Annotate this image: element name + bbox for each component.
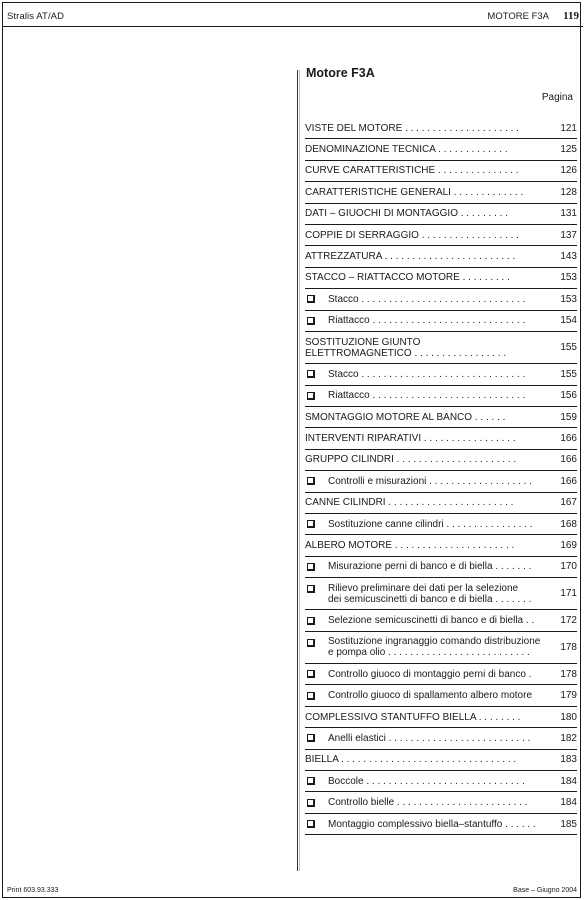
checkbox-bullet-icon: [307, 692, 315, 700]
toc-row[interactable]: [305, 225, 577, 246]
toc-entry-page: 153: [560, 272, 577, 284]
toc-entry-text: CARATTERISTICHE GENERALI . . . . . . . . . . . . .: [305, 186, 524, 198]
toc-entry-text: DENOMINAZIONE TECNICA . . . . . . . . . . . . .: [305, 144, 508, 156]
toc-entry-page: 184: [560, 797, 577, 809]
toc-entry-page: 183: [560, 754, 577, 766]
toc-entry-page: 180: [560, 711, 577, 723]
footer-print-code: Print 603.93.333: [7, 887, 59, 894]
toc-entry-page: 167: [560, 497, 577, 509]
checkbox-bullet-icon: [307, 799, 315, 807]
toc-entry-page: 169: [560, 540, 577, 552]
toc-entry-page: 182: [560, 732, 577, 744]
toc-entry-text: Riattacco . . . . . . . . . . . . . . . . . . . . . . . . . . . .: [328, 390, 526, 402]
header-manual-title: Stralis AT/AD: [7, 11, 65, 22]
toc-entry-page: 155: [560, 342, 577, 354]
toc-row[interactable]: [305, 450, 577, 471]
toc-entry-text: Stacco . . . . . . . . . . . . . . . . . . . . . . . . . . . . . .: [328, 293, 526, 305]
toc-entry-text: Sostituzione ingranaggio comando distribuzione e pompa olio . . . . . . . . . . . . . . . . . . . . . . . . . .: [328, 636, 541, 659]
toc-row[interactable]: [305, 182, 577, 203]
toc-entry-page: 170: [560, 561, 577, 573]
toc-entry-text: BIELLA . . . . . . . . . . . . . . . . . . . . . . . . . . . . . . . .: [305, 754, 517, 766]
checkbox-bullet-icon: [307, 477, 315, 485]
header-page-number: 119: [563, 10, 579, 22]
toc-entry-page: 137: [560, 229, 577, 241]
toc-row[interactable]: [305, 664, 577, 685]
toc-entry-text: Sostituzione canne cilindri . . . . . . . . . . . . . . . .: [328, 518, 533, 530]
toc-row[interactable]: [305, 771, 577, 792]
toc-entry-page: 178: [560, 668, 577, 680]
header-divider: [2, 26, 583, 27]
toc-row[interactable]: [305, 268, 577, 289]
checkbox-bullet-icon: [307, 520, 315, 528]
checkbox-bullet-icon: [307, 295, 315, 303]
section-title: Motore F3A: [306, 66, 375, 80]
toc-entry-page: 126: [560, 165, 577, 177]
toc-row[interactable]: [305, 707, 577, 728]
toc-row[interactable]: [305, 750, 577, 771]
toc-entry-text: Anelli elastici . . . . . . . . . . . . . . . . . . . . . . . . . .: [328, 732, 531, 744]
toc-entry-page: 153: [560, 293, 577, 305]
toc-entry-page: 166: [560, 433, 577, 445]
toc-entry-page: 131: [560, 208, 577, 220]
toc-entry-text: Rilievo preliminare dei dati per la selezione dei semicuscinetti di banco e di biella . . . . . . .: [328, 582, 532, 605]
toc-entry-text: COMPLESSIVO STANTUFFO BIELLA . . . . . . . .: [305, 711, 521, 723]
checkbox-bullet-icon: [307, 317, 315, 325]
toc-row[interactable]: [305, 118, 577, 139]
toc-entry-page: 172: [560, 615, 577, 627]
toc-row[interactable]: [305, 246, 577, 267]
toc-entry-page: 128: [560, 186, 577, 198]
toc-entry-page: 125: [560, 144, 577, 156]
toc-entry-text: Controllo giuoco di spallamento albero motore: [328, 690, 533, 702]
toc-entry-text: Selezione semicuscinetti di banco e di biella . .: [328, 615, 535, 627]
toc-row[interactable]: [305, 535, 577, 556]
toc-entry-page: 179: [560, 690, 577, 702]
toc-entry-page: 143: [560, 251, 577, 263]
toc-entry-text: VISTE DEL MOTORE . . . . . . . . . . . . . . . . . . . . .: [305, 122, 519, 134]
checkbox-bullet-icon: [307, 370, 315, 378]
toc-row[interactable]: [305, 493, 577, 514]
toc-entry-text: SMONTAGGIO MOTORE AL BANCO . . . . . .: [305, 411, 506, 423]
toc-entry-text: Boccole . . . . . . . . . . . . . . . . . . . . . . . . . . . . .: [328, 775, 525, 787]
toc-entry-page: 159: [560, 411, 577, 423]
checkbox-bullet-icon: [307, 639, 315, 647]
toc-entry-page: 171: [560, 588, 577, 600]
toc-row[interactable]: [305, 139, 577, 160]
toc-entry-text: CURVE CARATTERISTICHE . . . . . . . . . . . . . . .: [305, 165, 519, 177]
toc-entry-text: Misurazione perni di banco e di biella . . . . . . .: [328, 561, 532, 573]
toc-row[interactable]: [305, 161, 577, 182]
toc-row[interactable]: [305, 632, 577, 664]
toc-row[interactable]: [305, 792, 577, 813]
toc-entry-text: Controlli e misurazioni . . . . . . . . . . . . . . . . . . .: [328, 475, 532, 487]
toc-entry-text: COPPIE DI SERRAGGIO . . . . . . . . . . . . . . . . . .: [305, 229, 519, 241]
toc-entry-text: GRUPPO CILINDRI . . . . . . . . . . . . . . . . . . . . . .: [305, 454, 517, 466]
toc-row[interactable]: [305, 289, 577, 310]
checkbox-bullet-icon: [307, 563, 315, 571]
toc-row[interactable]: [305, 685, 577, 706]
toc-row[interactable]: [305, 557, 577, 578]
toc-entry-text: Riattacco . . . . . . . . . . . . . . . . . . . . . . . . . . . .: [328, 315, 526, 327]
toc-entry-text: INTERVENTI RIPARATIVI . . . . . . . . . . . . . . . . .: [305, 433, 516, 445]
checkbox-bullet-icon: [307, 734, 315, 742]
toc-entry-page: 178: [560, 641, 577, 653]
checkbox-bullet-icon: [307, 820, 315, 828]
checkbox-bullet-icon: [307, 777, 315, 785]
toc-row[interactable]: [305, 514, 577, 535]
toc-entry-page: 154: [560, 315, 577, 327]
toc-entry-text: Montaggio complessivo biella–stantuffo . . . . . .: [328, 818, 536, 830]
toc-entry-page: 166: [560, 475, 577, 487]
toc-entry-text: Controllo bielle . . . . . . . . . . . . . . . . . . . . . . . .: [328, 797, 528, 809]
checkbox-bullet-icon: [307, 585, 315, 593]
checkbox-bullet-icon: [307, 670, 315, 678]
toc-row[interactable]: [305, 428, 577, 449]
toc-row[interactable]: [305, 610, 577, 631]
toc-entry-text: DATI – GIUOCHI DI MONTAGGIO . . . . . . . . .: [305, 208, 508, 220]
toc-entry-page: 185: [560, 818, 577, 830]
toc-entry-text: Controllo giuoco di montaggio perni di banco .: [328, 668, 532, 680]
toc-entry-page: 156: [560, 390, 577, 402]
toc-row[interactable]: [305, 364, 577, 385]
toc-row[interactable]: [305, 204, 577, 225]
checkbox-bullet-icon: [307, 392, 315, 400]
toc-row[interactable]: [305, 407, 577, 428]
toc-row[interactable]: [305, 311, 577, 332]
column-divider-shadow: [299, 70, 300, 871]
toc-row[interactable]: [305, 332, 577, 364]
toc-entry-text: ALBERO MOTORE . . . . . . . . . . . . . . . . . . . . . .: [305, 540, 515, 552]
toc-entry-text: SOSTITUZIONE GIUNTO ELETTROMAGNETICO . . . . . . . . . . . . . . . . .: [305, 336, 507, 359]
toc-row[interactable]: [305, 471, 577, 492]
toc-row[interactable]: [305, 386, 577, 407]
checkbox-bullet-icon: [307, 617, 315, 625]
toc-entry-text: ATTREZZATURA . . . . . . . . . . . . . . . . . . . . . . . .: [305, 251, 516, 263]
toc-entry-text: CANNE CILINDRI . . . . . . . . . . . . . . . . . . . . . . .: [305, 497, 514, 509]
toc-entry-text: STACCO – RIATTACCO MOTORE . . . . . . . . .: [305, 272, 510, 284]
toc-entry-page: 184: [560, 775, 577, 787]
header-section-title: MOTORE F3A: [487, 11, 549, 22]
toc-row[interactable]: [305, 728, 577, 749]
toc-row[interactable]: [305, 578, 577, 610]
table-of-contents: [305, 118, 577, 835]
toc-entry-text: Stacco . . . . . . . . . . . . . . . . . . . . . . . . . . . . . .: [328, 368, 526, 380]
column-divider: [297, 70, 298, 871]
toc-row[interactable]: [305, 814, 577, 835]
toc-entry-page: 166: [560, 454, 577, 466]
footer-edition: Base – Giugno 2004: [513, 887, 577, 894]
pagina-label: Pagina: [541, 92, 573, 103]
toc-entry-page: 121: [560, 122, 577, 134]
toc-entry-page: 155: [560, 368, 577, 380]
toc-entry-page: 168: [560, 518, 577, 530]
